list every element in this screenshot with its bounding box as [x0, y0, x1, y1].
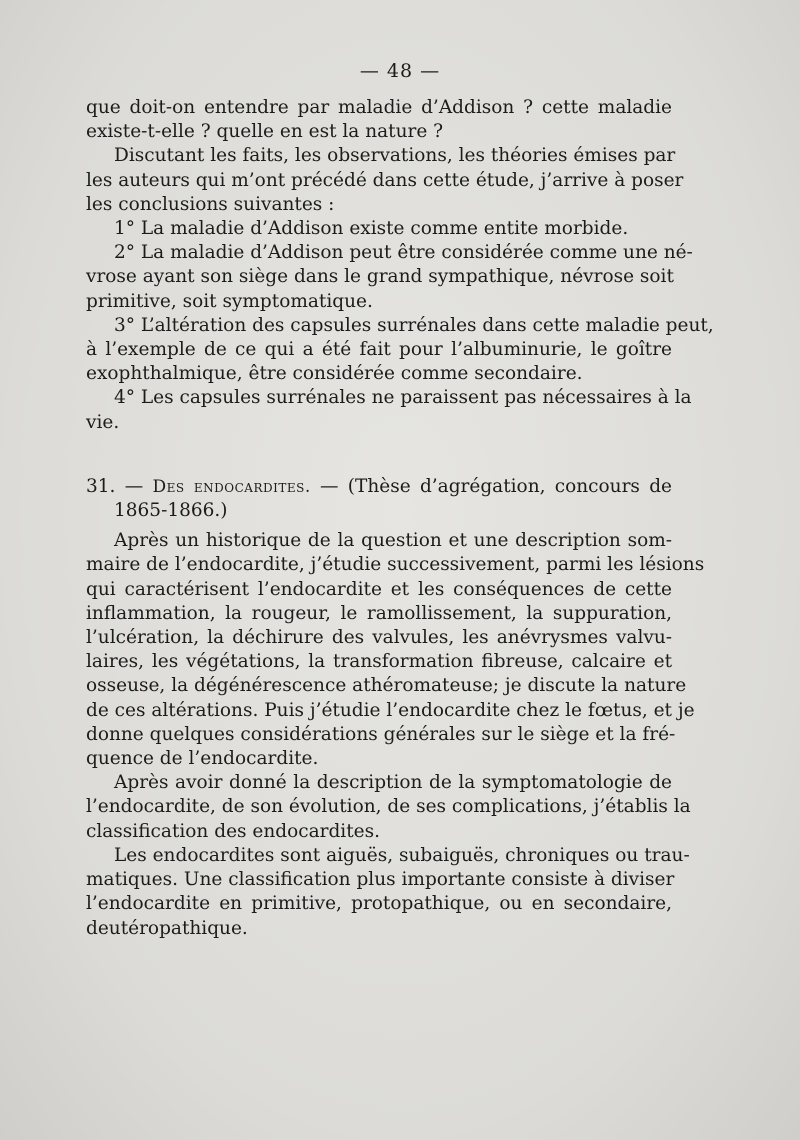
text-line: 4° Les capsules surrénales ne paraissent pas nécessaires à la [114, 387, 692, 409]
text-line: vie. [86, 411, 120, 433]
section-title: Des endocardites. [152, 476, 311, 497]
section-number: 31. — [86, 475, 153, 497]
text-line: maire de l’endocardite, j’étudie successivement, parmi les lésions [86, 554, 705, 576]
text-line: à l’exemple de ce qui a été fait pour l’albuminurie, le goître [86, 339, 672, 361]
text-line: exophthalmique, être considérée comme secondaire. [86, 363, 583, 385]
text-line: de ces altérations. Puis j’étudie l’endocardite chez le fœtus, et je [86, 699, 695, 721]
text-line: laires, les végétations, la transformation fibreuse, calcaire et [86, 651, 672, 673]
text-line: donne quelques considérations générales sur le siège et la fré- [86, 723, 676, 745]
text-line: 3° L’altération des capsules surrénales dans cette maladie peut, [114, 314, 714, 336]
text-line: 1° La maladie d’Addison existe comme entite morbide. [114, 218, 629, 240]
text-line: les conclusions suivantes : [86, 193, 335, 215]
text-line: Après avoir donné la description de la symptomatologie de [114, 772, 672, 794]
text-line: deutéropathique. [86, 917, 248, 939]
text-line: qui caractérisent l’endocardite et les conséquences de cette [86, 578, 672, 600]
text-line: classification des endocardites. [86, 820, 380, 842]
section-source: — (Thèse d’agrégation, concours de [310, 475, 672, 497]
section-gap [86, 435, 672, 475]
text-line: existe-t-elle ? quelle en est la nature ? [86, 121, 444, 143]
section-heading [86, 475, 672, 499]
text-line: primitive, soit symptomatique. [86, 290, 373, 312]
text-line: les auteurs qui m’ont précédé dans cette étude, j’arrive à poser [86, 169, 684, 191]
body-text [86, 96, 714, 941]
text-line: 2° La maladie d’Addison peut être considérée comme une né- [114, 242, 693, 264]
text-line: que doit-on entendre par maladie d’Addison ? cette maladie [86, 97, 672, 118]
text-line: vrose ayant son siège dans le grand sympathique, névrose soit [86, 266, 674, 288]
text-line: l’ulcération, la déchirure des valvules, les anévrysmes valvu- [86, 627, 672, 649]
text-line: Après un historique de la question et une description som- [114, 530, 672, 552]
text-line: osseuse, la dégénérescence athéromateuse; je discute la nature [86, 675, 687, 697]
text-line: matiques. Une classification plus importante consiste à diviser [86, 869, 675, 891]
text-line: quence de l’endocardite. [86, 748, 319, 770]
text-line: Les endocardites sont aiguës, subaiguës, chroniques ou trau- [114, 844, 690, 866]
text-line: Discutant les faits, les observations, les théories émises par [114, 145, 676, 167]
text-line: l’endocardite en primitive, protopathique, ou en secondaire, [86, 893, 672, 915]
page-number: — 48 — [359, 60, 441, 82]
section-heading-continued: 1865-1866.) [114, 500, 228, 522]
text-line: l’endocardite, de son évolution, de ses complications, j’établis la [86, 796, 691, 818]
text-line: inflammation, la rougeur, le ramollissement, la suppuration, [86, 602, 672, 624]
